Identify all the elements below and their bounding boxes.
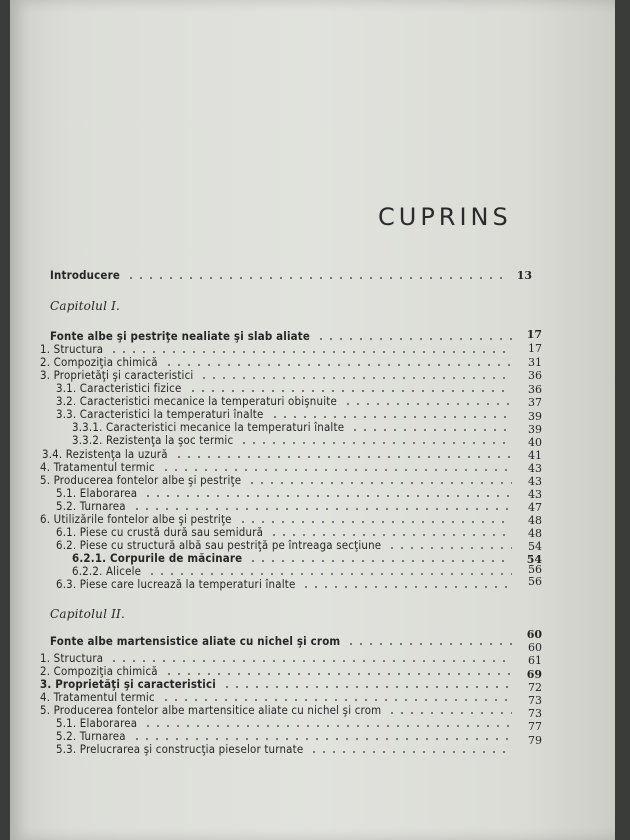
dot-leader <box>174 456 512 458</box>
toc-entry: 5. Producerea fontelor albe martensitice aliate cu nichel şi crom <box>40 703 382 717</box>
toc-entry: 5.1. Elaborarea <box>56 716 138 730</box>
page-number: 36 <box>528 369 542 382</box>
dot-leader <box>199 377 512 379</box>
dot-leader <box>239 442 512 444</box>
page-number: 43 <box>528 488 542 501</box>
toc-entry: 3.3. Caracteristici la temperaturi înalte <box>56 407 264 421</box>
page-title: CUPRINS <box>378 203 512 231</box>
page-number: 56 <box>528 563 542 576</box>
toc-entry: 5.1. Elaborarea <box>56 486 138 500</box>
toc-entry: 4. Tratamentul termic <box>40 460 155 474</box>
dot-leader <box>247 482 512 484</box>
page-number: 48 <box>528 514 542 527</box>
page-number: 43 <box>528 475 542 488</box>
toc-entry: 1. Structura <box>40 342 104 356</box>
dot-leader <box>316 338 512 340</box>
dot-leader <box>164 364 512 366</box>
dot-leader <box>132 508 512 510</box>
page-number: 60 <box>528 641 542 654</box>
dot-leader <box>222 686 512 688</box>
toc-entry: 5.3. Prelucrarea şi construcţia pieselor turnate <box>56 742 304 756</box>
toc-entry: 5.2. Turnarea <box>56 729 126 743</box>
dot-leader <box>164 673 512 675</box>
dot-leader <box>248 560 512 562</box>
toc-entry: Fonte albe şi pestriţe nealiate şi slab aliate <box>50 329 311 343</box>
toc-entry: 6.2.2. Alicele <box>72 564 142 578</box>
dot-leader <box>126 277 502 279</box>
dot-leader <box>109 660 512 662</box>
dot-leader <box>301 586 512 588</box>
page-number: 79 <box>528 734 542 747</box>
page-number: 77 <box>528 720 542 733</box>
toc-entry: 6. Utilizările fontelor albe şi pestriţe <box>40 512 232 526</box>
toc-entry: 4. Tratamentul termic <box>40 690 155 704</box>
dot-leader <box>387 712 512 714</box>
dot-leader <box>270 416 513 418</box>
page-number: 73 <box>528 707 542 720</box>
toc-entry: Fonte albe martensistice aliate cu nichel şi crom <box>50 634 341 648</box>
dot-leader <box>346 643 512 645</box>
page-number: 73 <box>528 694 542 707</box>
page-number: 36 <box>528 383 542 396</box>
page-number: 60 <box>526 628 542 641</box>
toc-entry: 2. Compoziţia chimică <box>40 664 158 678</box>
page-number: 17 <box>528 342 542 355</box>
dot-leader <box>143 725 512 727</box>
toc-entry: 3.1. Caracteristici fizice <box>56 381 182 395</box>
page-number: 17 <box>526 328 542 341</box>
page-number: 37 <box>528 396 542 409</box>
toc-entry: 3. Proprietăţi şi caracteristici <box>40 677 216 691</box>
page-number: 39 <box>528 423 542 436</box>
page-number: 31 <box>528 356 542 369</box>
toc-entry: 2. Compoziţia chimică <box>40 355 158 369</box>
toc-entry: 6.3. Piese care lucrează la temperaturi înalte <box>56 577 296 591</box>
dot-leader <box>143 495 512 497</box>
page-number: 48 <box>528 527 542 540</box>
page-number: 72 <box>528 681 542 694</box>
dot-leader <box>109 351 512 353</box>
dot-leader <box>161 469 512 471</box>
toc-entry: 5.2. Turnarea <box>56 499 126 513</box>
toc-entry: 5. Producerea fontelor albe şi pestriţe <box>40 473 242 487</box>
dot-leader <box>161 699 512 701</box>
toc-entry: 6.2.1. Corpurile de măcinare <box>72 551 243 565</box>
toc-entry: Introducere <box>50 268 120 282</box>
chapter-heading: Capitolul I. <box>50 299 121 313</box>
dot-leader <box>387 547 512 549</box>
dot-leader <box>343 403 512 405</box>
page-number: 54 <box>528 540 542 553</box>
page-number: 61 <box>528 654 542 667</box>
page-number: 43 <box>528 462 542 475</box>
page-number: 13 <box>516 269 532 282</box>
toc-entry: 3.4. Rezistenţa la uzură <box>42 447 168 461</box>
toc-entry: 3. Proprietăţi şi caracteristici <box>40 368 194 382</box>
page-number: 54 <box>526 553 542 566</box>
page-number: 47 <box>528 501 542 514</box>
toc-entry: 3.3.2. Rezistenţa la şoc termic <box>72 433 234 447</box>
page-number: 56 <box>528 575 542 588</box>
toc-entry: 6.1. Piese cu crustă dură sau semidură <box>56 525 264 539</box>
dot-leader <box>132 738 512 740</box>
toc-entry: 3.2. Caracteristici mecanice la temperaturi obişnuite <box>56 394 337 408</box>
page-number: 41 <box>528 449 542 462</box>
page-number: 39 <box>528 410 542 423</box>
dot-leader <box>309 751 512 753</box>
toc-entry: 1. Structura <box>40 651 104 665</box>
dot-leader <box>350 429 512 431</box>
toc-entry: 6.2. Piese cu structură albă sau pestriţă pe întreaga secţiune <box>56 538 382 552</box>
page-number: 69 <box>526 668 542 681</box>
dot-leader <box>238 521 512 523</box>
dot-leader <box>188 390 513 392</box>
toc-entry: 3.3.1. Caracteristici mecanice la temperaturi înalte <box>72 420 345 434</box>
dot-leader <box>147 573 512 575</box>
dot-leader <box>269 534 512 536</box>
chapter-heading: Capitolul II. <box>50 607 126 621</box>
page-number: 40 <box>528 436 542 449</box>
